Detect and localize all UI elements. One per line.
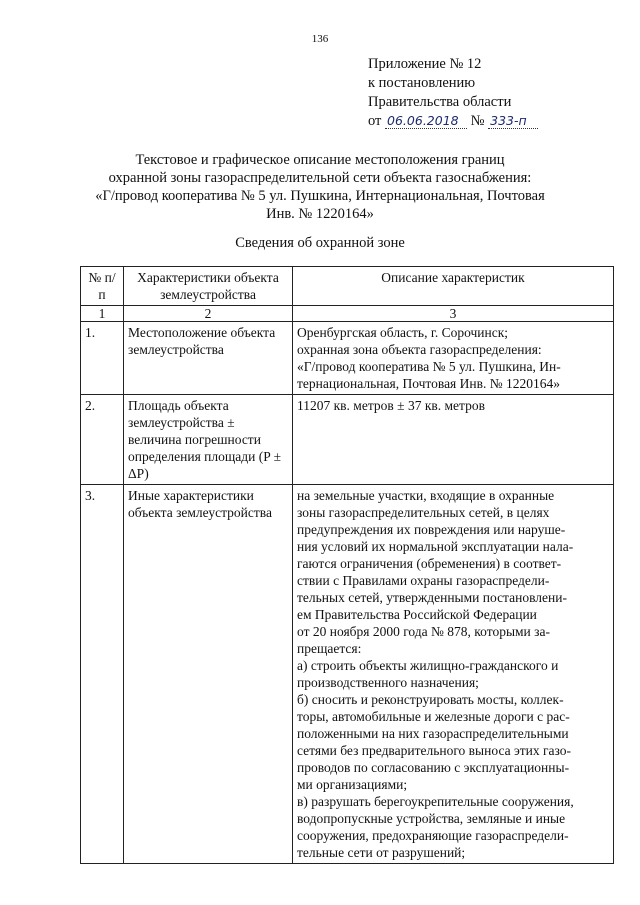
- row-description: [293, 395, 614, 485]
- description-line: а) строить объекты жилищно-гражданского и: [297, 658, 559, 673]
- row-characteristic: Иные характеристики объекта землеустройства: [124, 485, 293, 864]
- appendix-line-3: Правительства области: [368, 94, 512, 110]
- description-line: тернациональная, Почтовая Инв. № 1220164»: [297, 376, 560, 391]
- description-line: охранная зона объекта газораспределения:: [297, 342, 542, 357]
- description-line: торы, автомобильные и железные дороги с рас-: [297, 709, 570, 724]
- description-line: 11207 кв. метров ± 37 кв. метров: [297, 398, 485, 413]
- page-number: 136: [311, 33, 329, 45]
- header-description: Описание характеристик: [293, 267, 614, 306]
- description-line: «Г/провод кооператива № 5 ул. Пушкина, Ин-: [297, 359, 561, 374]
- handwritten-number: 333-п: [488, 114, 538, 129]
- header-num: № п/п: [81, 267, 124, 306]
- row-description: [293, 322, 614, 395]
- appendix-block: [368, 55, 538, 131]
- description-line: ния условий их нормальной эксплуатации нала-: [297, 539, 574, 554]
- description-line: ем Правительства Российской Федерации: [297, 607, 537, 622]
- index-cell: 1: [81, 306, 124, 322]
- description-line: ми организациями;: [297, 777, 408, 792]
- description-line: б) сносить и реконструировать мосты, коллек-: [297, 692, 564, 707]
- row-characteristic: Площадь объекта землеустройства ± величина погрешности определения площади (P ± ΔP): [124, 395, 293, 485]
- scan-edge: [0, 893, 640, 903]
- description-line: прещается:: [297, 641, 362, 656]
- description-line: производственного назначения;: [297, 675, 479, 690]
- header-characteristic: Характеристики объекта землеустройства: [124, 267, 293, 306]
- appendix-line-2: к постановлению: [368, 75, 476, 91]
- description-line: тельные сети от разрушений;: [297, 845, 466, 860]
- index-cell: 3: [293, 306, 614, 322]
- description-line: сетями без предварительного выноса этих газо-: [297, 743, 572, 758]
- appendix-line-1: Приложение № 12: [368, 56, 482, 72]
- description-line: в) разрушать берегоукрепительные сооружения,: [297, 794, 574, 809]
- index-cell: 2: [124, 306, 293, 322]
- description-line: гаются ограничения (обременения) в соответ-: [297, 556, 562, 571]
- table-row: [81, 395, 614, 485]
- description-line: на земельные участки, входящие в охранные: [297, 488, 555, 503]
- table-row: [81, 485, 614, 864]
- description-line: проводов по согласованию с эксплуатационны-: [297, 760, 570, 775]
- protection-zone-table: [80, 266, 614, 864]
- table-header-row: [81, 267, 614, 306]
- number-prefix: №: [470, 113, 485, 129]
- row-num: 2.: [81, 395, 124, 485]
- table-row: [81, 322, 614, 395]
- description-line: Оренбургская область, г. Сорочинск;: [297, 325, 509, 340]
- date-prefix: от: [368, 113, 382, 129]
- title-line-4: Инв. № 1220164»: [266, 206, 374, 222]
- description-line: зоны газораспределительных сетей, в целях: [297, 505, 550, 520]
- description-line: тельных сетей, утвержденными постановлени-: [297, 590, 567, 605]
- description-line: водопропускные устройства, земляные и иные: [297, 811, 566, 826]
- appendix-date-line: [368, 112, 538, 131]
- description-line: сооружения, предохраняющие газораспредели-: [297, 828, 569, 843]
- title-line-3: «Г/провод кооператива № 5 ул. Пушкина, Интернациональная, Почтовая: [95, 188, 545, 204]
- row-num: 1.: [81, 322, 124, 395]
- description-line: предупреждения их повреждения или наруше-: [297, 522, 566, 537]
- title-line-2: охранной зоны газораспределительной сети объекта газоснабжения:: [108, 170, 532, 186]
- description-line: от 20 ноября 2000 года № 878, которыми за-: [297, 624, 550, 639]
- section-subtitle: Сведения об охранной зоне: [235, 235, 405, 251]
- description-line: положенными на них газораспределительными: [297, 726, 569, 741]
- handwritten-date: 06.06.2018: [385, 114, 467, 129]
- document-title: [60, 151, 580, 223]
- column-index-row: [81, 306, 614, 322]
- row-characteristic: Местоположение объекта землеустройства: [124, 322, 293, 395]
- row-num: 3.: [81, 485, 124, 864]
- title-line-1: Текстовое и графическое описание местоположения границ: [135, 152, 505, 168]
- row-description: [293, 485, 614, 864]
- description-line: ствии с Правилами охраны газораспредели-: [297, 573, 550, 588]
